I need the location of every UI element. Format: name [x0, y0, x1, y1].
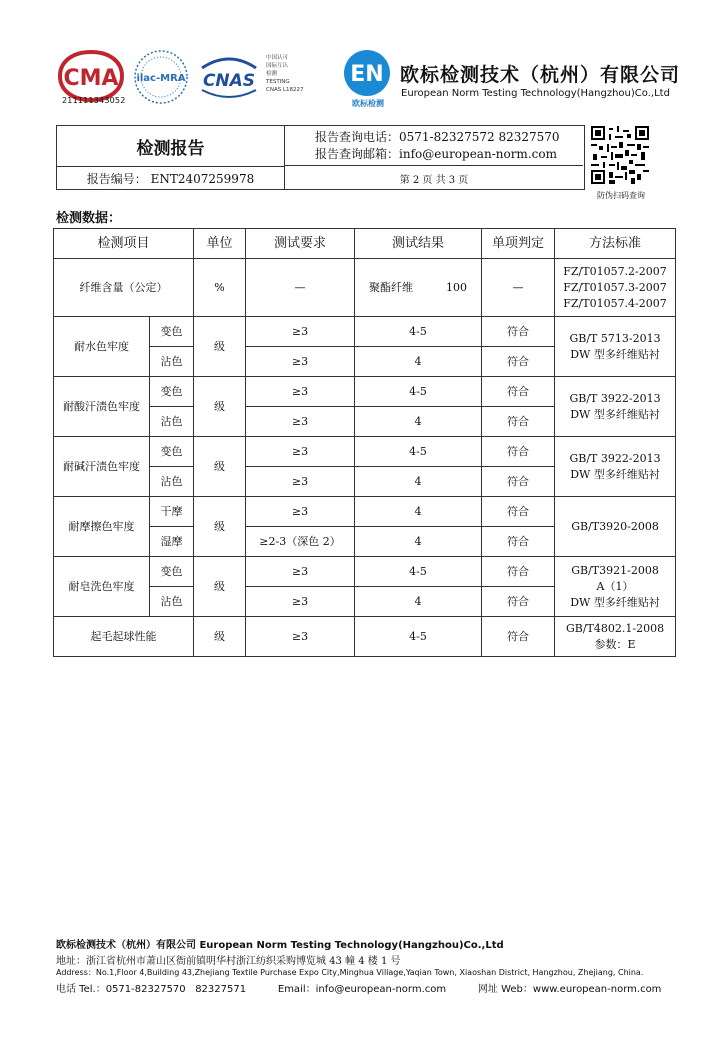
cell-requirement: ≥3: [246, 317, 355, 347]
cell-method: [555, 617, 676, 657]
method-line: FZ/T01057.2-2007: [563, 264, 667, 278]
cell-method: [555, 557, 676, 617]
method-line: DW 型多纤维贴衬: [570, 407, 660, 421]
report-number: 报告编号： ENT2407259978: [57, 167, 285, 189]
col-header-result: 测试结果: [355, 229, 482, 259]
company-name-en: European Norm Testing Technology(Hangzhou)Co.,Ltd: [401, 88, 670, 99]
cell-requirement: ≥3: [246, 587, 355, 617]
footer-contact: 电话 Tel.：0571-82327570 82327571 Email：info@european-norm.com 网址 Web：www.european-norm.com: [56, 984, 662, 995]
cell-judgement: 符合: [482, 407, 555, 437]
col-header-item: 检测项目: [54, 229, 194, 259]
cell-judgement: 符合: [482, 617, 555, 657]
report-email: 报告查询邮箱：info@european-norm.com: [315, 146, 557, 161]
cell-item: 耐水色牢度: [54, 317, 150, 377]
cell-result: 4-5: [355, 557, 482, 587]
cell-subitem: 变色: [150, 557, 194, 587]
cell-subitem: 沾色: [150, 587, 194, 617]
cnas-logo: [196, 54, 262, 100]
method-line: A（1）: [596, 579, 634, 593]
cell-subitem: 变色: [150, 437, 194, 467]
table-row: [54, 377, 676, 407]
method-line: GB/T4802.1-2008: [565, 621, 665, 635]
cell-unit: 级: [194, 557, 246, 617]
cell-judgement: 符合: [482, 557, 555, 587]
report-phone: 报告查询电话：0571-82327572 82327570: [315, 129, 560, 144]
method-line: 参数：E: [594, 637, 636, 651]
cell-requirement: ≥3: [246, 347, 355, 377]
report-contact: [285, 126, 583, 166]
cell-unit: 级: [194, 317, 246, 377]
method-line: GB/T3920-2008: [571, 519, 659, 533]
cell-judgement: 符合: [482, 437, 555, 467]
method-line: GB/T 5713-2013: [569, 331, 661, 345]
section-title: 检测数据：: [56, 211, 122, 226]
footer-company: 欧标检测技术（杭州）有限公司 European Norm Testing Technology(Hangzhou)Co.,Ltd: [56, 940, 504, 951]
cell-requirement: ≥3: [246, 407, 355, 437]
result-fiber-value: 100: [446, 280, 468, 294]
cell-requirement: ≥3: [246, 497, 355, 527]
table-row: [54, 497, 676, 527]
cnas-text-line: 国际互认: [266, 63, 289, 69]
cell-unit: %: [194, 259, 246, 317]
cell-result: 4: [355, 467, 482, 497]
page-info: 第 2 页 共 3 页: [399, 174, 469, 186]
cell-item: 耐碱汗渍色牢度: [54, 437, 150, 497]
cell-judgement: 符合: [482, 347, 555, 377]
cell-judgement: 符合: [482, 587, 555, 617]
cell-method: [555, 317, 676, 377]
cell-result: 4-5: [355, 617, 482, 657]
cell-judgement: 符合: [482, 377, 555, 407]
cell-judgement: 符合: [482, 467, 555, 497]
cnas-text-line: CNAS L18227: [266, 87, 304, 93]
cell-result: 4: [355, 347, 482, 377]
cell-unit: 级: [194, 497, 246, 557]
method-line: FZ/T01057.3-2007: [563, 280, 667, 294]
cell-method: [555, 497, 676, 557]
report-header-box: [56, 125, 585, 190]
cell-unit: 级: [194, 437, 246, 497]
qr-code-icon[interactable]: [591, 126, 649, 184]
test-data-table: [53, 228, 676, 657]
cell-method: [555, 377, 676, 437]
table-header-row: [54, 229, 676, 259]
report-title: 检测报告: [57, 126, 285, 167]
cma-logo-text: CMA: [63, 66, 119, 91]
footer-address-en: Address：No.1,Floor 4,Building 43,Zhejiang Textile Purchase Expo City,Minghua Village,Yaqian Town, Xiaoshan District, Hangzhou, Zhejiang, China.: [56, 968, 644, 977]
cnas-text-line: TESTING: [266, 79, 290, 85]
cell-result: 4: [355, 407, 482, 437]
cell-judgement: 符合: [482, 317, 555, 347]
method-line: FZ/T01057.4-2007: [563, 296, 667, 310]
en-logo-caption: 欧标检测: [352, 99, 384, 108]
cell-result: [355, 259, 482, 317]
cell-result: 4-5: [355, 317, 482, 347]
cnas-logo-text: CNAS: [202, 71, 256, 91]
cell-subitem: 变色: [150, 377, 194, 407]
cell-subitem: 湿摩: [150, 527, 194, 557]
cell-requirement: ≥3: [246, 617, 355, 657]
cell-item: 起毛起球性能: [54, 617, 194, 657]
cell-item: 耐摩擦色牢度: [54, 497, 150, 557]
cell-result: 4: [355, 587, 482, 617]
table-row: [54, 617, 676, 657]
col-header-judgement: 单项判定: [482, 229, 555, 259]
result-fiber-name: 聚酯纤维: [369, 280, 414, 294]
cell-requirement: ≥3: [246, 437, 355, 467]
method-line: GB/T 3922-2013: [569, 391, 661, 405]
cell-item: 耐酸汗渍色牢度: [54, 377, 150, 437]
cell-requirement: ≥3: [246, 377, 355, 407]
cnas-accreditation-text: [266, 54, 304, 94]
cnas-text-line: 中国认可: [266, 55, 289, 61]
cell-result: 4: [355, 497, 482, 527]
cnas-text-line: 检测: [266, 71, 278, 77]
col-header-unit: 单位: [194, 229, 246, 259]
cell-judgement: 符合: [482, 497, 555, 527]
cell-subitem: 干摩: [150, 497, 194, 527]
cell-requirement: ≥3: [246, 467, 355, 497]
en-logo-text: EN: [350, 62, 384, 87]
cell-judgement: 符合: [482, 527, 555, 557]
cell-result: 4-5: [355, 377, 482, 407]
col-header-requirement: 测试要求: [246, 229, 355, 259]
cell-requirement: ≥3: [246, 557, 355, 587]
european-norm-logo: [342, 48, 392, 98]
method-line: GB/T3921-2008: [571, 563, 659, 577]
company-name-cn: 欧标检测技术（杭州）有限公司: [400, 64, 681, 86]
table-row: [54, 259, 676, 317]
cell-requirement: ≥2-3（深色 2）: [246, 527, 355, 557]
ilac-logo-text: ilac-MRA: [136, 73, 186, 84]
method-line: DW 型多纤维贴衬: [570, 347, 660, 361]
method-line: DW 型多纤维贴衬: [570, 467, 660, 481]
cell-subitem: 变色: [150, 317, 194, 347]
ilac-mra-logo: [132, 48, 190, 106]
cell-unit: 级: [194, 377, 246, 437]
footer-address-cn: 地址：浙江省杭州市萧山区衙前镇明华村浙江纺织采购博览城 43 幢 4 楼 1 号: [56, 956, 401, 967]
cell-method: [555, 259, 676, 317]
cell-method: [555, 437, 676, 497]
cell-unit: 级: [194, 617, 246, 657]
method-line: GB/T 3922-2013: [569, 451, 661, 465]
cma-number: 211111343052: [62, 96, 126, 105]
qr-caption: 防伪扫码查询: [597, 191, 645, 200]
table-row: [54, 437, 676, 467]
cell-subitem: 沾色: [150, 467, 194, 497]
method-line: DW 型多纤维贴衬: [570, 595, 660, 609]
cell-subitem: 沾色: [150, 347, 194, 377]
cell-subitem: 沾色: [150, 407, 194, 437]
cell-result: 4: [355, 527, 482, 557]
table-row: [54, 557, 676, 587]
cell-requirement: —: [246, 259, 355, 317]
col-header-method: 方法标准: [555, 229, 676, 259]
cell-judgement: —: [482, 259, 555, 317]
cell-item: 耐皂洗色牢度: [54, 557, 150, 617]
table-row: [54, 317, 676, 347]
cell-item: 纤维含量（公定）: [54, 259, 194, 317]
cell-result: 4-5: [355, 437, 482, 467]
